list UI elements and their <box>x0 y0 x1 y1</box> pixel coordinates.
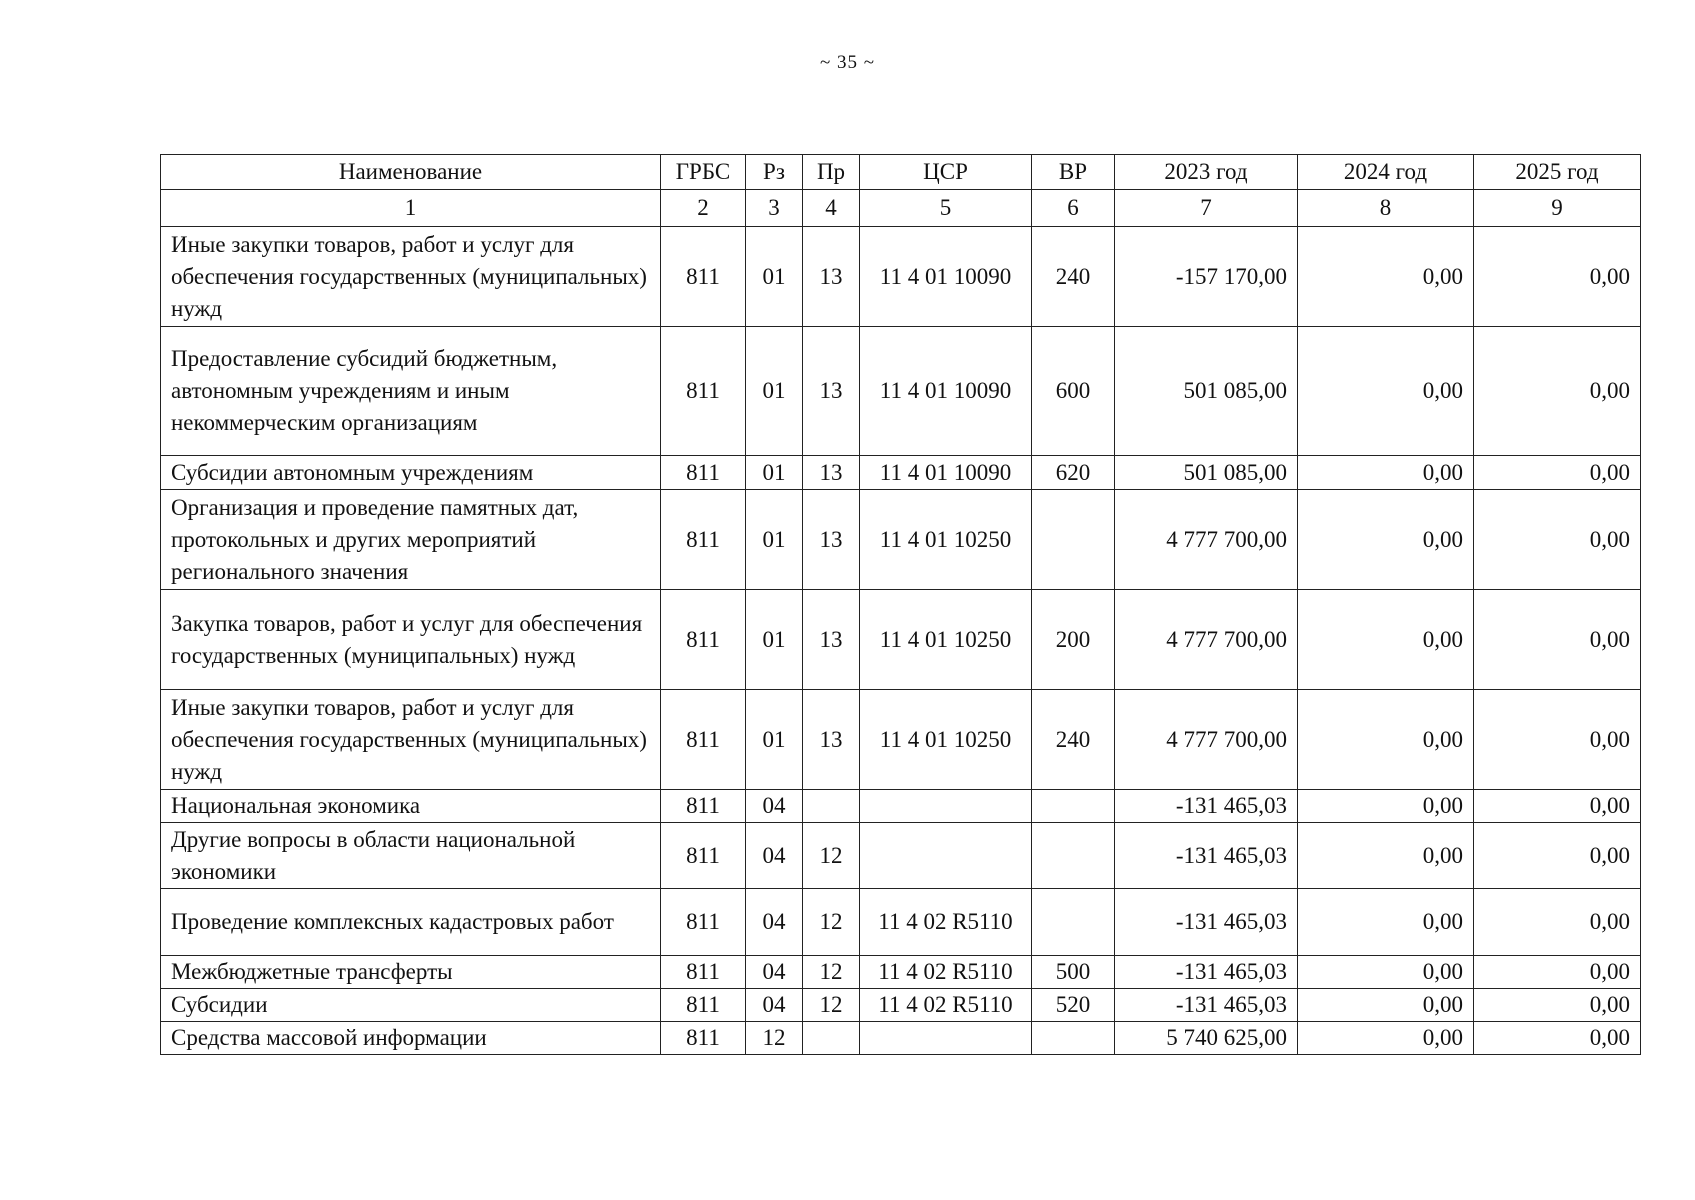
row-amount-2023: 501 085,00 <box>1115 456 1298 490</box>
budget-table <box>160 154 1641 1055</box>
row-amount-2025: 0,00 <box>1474 690 1641 790</box>
table-row <box>161 327 1641 456</box>
row-name: Межбюджетные трансферты <box>161 956 661 989</box>
row-pr <box>803 1022 860 1055</box>
row-amount-2024: 0,00 <box>1298 590 1474 690</box>
row-name: Средства массовой информации <box>161 1022 661 1055</box>
column-number: 7 <box>1115 190 1298 227</box>
row-grbs: 811 <box>661 790 746 823</box>
header-pr: Пр <box>803 155 860 190</box>
table-row <box>161 490 1641 590</box>
column-number: 1 <box>161 190 661 227</box>
row-csr: 11 4 01 10250 <box>860 590 1032 690</box>
table-row <box>161 956 1641 989</box>
row-pr <box>803 790 860 823</box>
row-amount-2024: 0,00 <box>1298 227 1474 327</box>
row-rz: 04 <box>746 989 803 1022</box>
row-pr: 13 <box>803 327 860 456</box>
row-rz: 04 <box>746 889 803 956</box>
row-vr: 240 <box>1032 227 1115 327</box>
row-rz: 01 <box>746 327 803 456</box>
table-row <box>161 227 1641 327</box>
row-rz: 01 <box>746 590 803 690</box>
row-amount-2025: 0,00 <box>1474 1022 1641 1055</box>
header-row <box>161 155 1641 190</box>
row-name: Другие вопросы в области национальной экономики <box>161 823 661 889</box>
row-name: Субсидии <box>161 989 661 1022</box>
row-grbs: 811 <box>661 889 746 956</box>
header-2024: 2024 год <box>1298 155 1474 190</box>
row-amount-2024: 0,00 <box>1298 823 1474 889</box>
table-row <box>161 889 1641 956</box>
row-name: Иные закупки товаров, работ и услуг для обеспечения государственных (муниципальных) нужд <box>161 690 661 790</box>
row-grbs: 811 <box>661 690 746 790</box>
table-row <box>161 823 1641 889</box>
row-csr: 11 4 02 R5110 <box>860 989 1032 1022</box>
row-amount-2025: 0,00 <box>1474 327 1641 456</box>
row-vr <box>1032 889 1115 956</box>
row-amount-2025: 0,00 <box>1474 823 1641 889</box>
row-amount-2023: 4 777 700,00 <box>1115 490 1298 590</box>
row-pr: 13 <box>803 490 860 590</box>
column-number: 6 <box>1032 190 1115 227</box>
row-csr: 11 4 01 10090 <box>860 456 1032 490</box>
row-csr: 11 4 01 10250 <box>860 690 1032 790</box>
row-amount-2023: -131 465,03 <box>1115 790 1298 823</box>
column-number: 2 <box>661 190 746 227</box>
row-amount-2023: 4 777 700,00 <box>1115 690 1298 790</box>
row-csr <box>860 823 1032 889</box>
row-vr: 620 <box>1032 456 1115 490</box>
table-row <box>161 456 1641 490</box>
row-pr: 13 <box>803 590 860 690</box>
row-grbs: 811 <box>661 956 746 989</box>
row-vr: 500 <box>1032 956 1115 989</box>
row-grbs: 811 <box>661 823 746 889</box>
header-name: Наименование <box>161 155 661 190</box>
row-amount-2024: 0,00 <box>1298 790 1474 823</box>
row-amount-2025: 0,00 <box>1474 989 1641 1022</box>
row-name: Предоставление субсидий бюджетным, автономным учреждениям и иным некоммерческим организациям <box>161 327 661 456</box>
row-pr: 12 <box>803 823 860 889</box>
row-rz: 01 <box>746 227 803 327</box>
row-amount-2023: 5 740 625,00 <box>1115 1022 1298 1055</box>
row-amount-2025: 0,00 <box>1474 456 1641 490</box>
header-2023: 2023 год <box>1115 155 1298 190</box>
column-number: 3 <box>746 190 803 227</box>
row-amount-2023: -131 465,03 <box>1115 889 1298 956</box>
row-amount-2025: 0,00 <box>1474 889 1641 956</box>
row-pr: 12 <box>803 889 860 956</box>
table-row <box>161 690 1641 790</box>
table-row <box>161 989 1641 1022</box>
header-grbs: ГРБС <box>661 155 746 190</box>
row-amount-2024: 0,00 <box>1298 490 1474 590</box>
column-number: 9 <box>1474 190 1641 227</box>
row-amount-2023: 4 777 700,00 <box>1115 590 1298 690</box>
row-amount-2024: 0,00 <box>1298 956 1474 989</box>
row-csr: 11 4 01 10090 <box>860 227 1032 327</box>
row-pr: 13 <box>803 690 860 790</box>
row-vr: 240 <box>1032 690 1115 790</box>
column-number: 4 <box>803 190 860 227</box>
row-csr: 11 4 02 R5110 <box>860 956 1032 989</box>
row-csr: 11 4 01 10250 <box>860 490 1032 590</box>
row-amount-2024: 0,00 <box>1298 989 1474 1022</box>
row-name: Национальная экономика <box>161 790 661 823</box>
row-grbs: 811 <box>661 989 746 1022</box>
row-amount-2024: 0,00 <box>1298 456 1474 490</box>
row-amount-2025: 0,00 <box>1474 790 1641 823</box>
row-pr: 12 <box>803 989 860 1022</box>
column-number: 8 <box>1298 190 1474 227</box>
row-grbs: 811 <box>661 456 746 490</box>
column-number: 5 <box>860 190 1032 227</box>
header-2025: 2025 год <box>1474 155 1641 190</box>
row-rz: 01 <box>746 690 803 790</box>
row-rz: 04 <box>746 823 803 889</box>
row-pr: 13 <box>803 456 860 490</box>
header-vr: ВР <box>1032 155 1115 190</box>
row-pr: 13 <box>803 227 860 327</box>
row-name: Иные закупки товаров, работ и услуг для обеспечения государственных (муниципальных) нужд <box>161 227 661 327</box>
row-amount-2025: 0,00 <box>1474 956 1641 989</box>
row-amount-2023: -131 465,03 <box>1115 989 1298 1022</box>
row-amount-2025: 0,00 <box>1474 490 1641 590</box>
table-row <box>161 790 1641 823</box>
row-amount-2024: 0,00 <box>1298 690 1474 790</box>
row-vr: 600 <box>1032 327 1115 456</box>
header-csr: ЦСР <box>860 155 1032 190</box>
header-rz: Рз <box>746 155 803 190</box>
row-grbs: 811 <box>661 327 746 456</box>
row-amount-2024: 0,00 <box>1298 1022 1474 1055</box>
row-amount-2025: 0,00 <box>1474 590 1641 690</box>
row-amount-2023: -131 465,03 <box>1115 956 1298 989</box>
row-csr <box>860 1022 1032 1055</box>
row-csr: 11 4 02 R5110 <box>860 889 1032 956</box>
row-name: Проведение комплексных кадастровых работ <box>161 889 661 956</box>
row-amount-2023: -157 170,00 <box>1115 227 1298 327</box>
row-grbs: 811 <box>661 490 746 590</box>
row-rz: 01 <box>746 456 803 490</box>
row-grbs: 811 <box>661 227 746 327</box>
page-number: ~ 35 ~ <box>819 52 876 73</box>
row-rz: 12 <box>746 1022 803 1055</box>
row-grbs: 811 <box>661 590 746 690</box>
column-number-row <box>161 190 1641 227</box>
row-amount-2025: 0,00 <box>1474 227 1641 327</box>
row-name: Закупка товаров, работ и услуг для обеспечения государственных (муниципальных) нужд <box>161 590 661 690</box>
row-vr <box>1032 790 1115 823</box>
row-amount-2023: -131 465,03 <box>1115 823 1298 889</box>
row-rz: 01 <box>746 490 803 590</box>
row-csr: 11 4 01 10090 <box>860 327 1032 456</box>
row-vr: 520 <box>1032 989 1115 1022</box>
row-vr <box>1032 490 1115 590</box>
table-row <box>161 590 1641 690</box>
row-amount-2024: 0,00 <box>1298 889 1474 956</box>
row-rz: 04 <box>746 790 803 823</box>
row-rz: 04 <box>746 956 803 989</box>
row-amount-2023: 501 085,00 <box>1115 327 1298 456</box>
row-amount-2024: 0,00 <box>1298 327 1474 456</box>
row-csr <box>860 790 1032 823</box>
row-pr: 12 <box>803 956 860 989</box>
row-vr <box>1032 1022 1115 1055</box>
row-name: Организация и проведение памятных дат, протокольных и других мероприятий регионального значения <box>161 490 661 590</box>
table-row <box>161 1022 1641 1055</box>
row-vr <box>1032 823 1115 889</box>
row-name: Субсидии автономным учреждениям <box>161 456 661 490</box>
row-grbs: 811 <box>661 1022 746 1055</box>
row-vr: 200 <box>1032 590 1115 690</box>
